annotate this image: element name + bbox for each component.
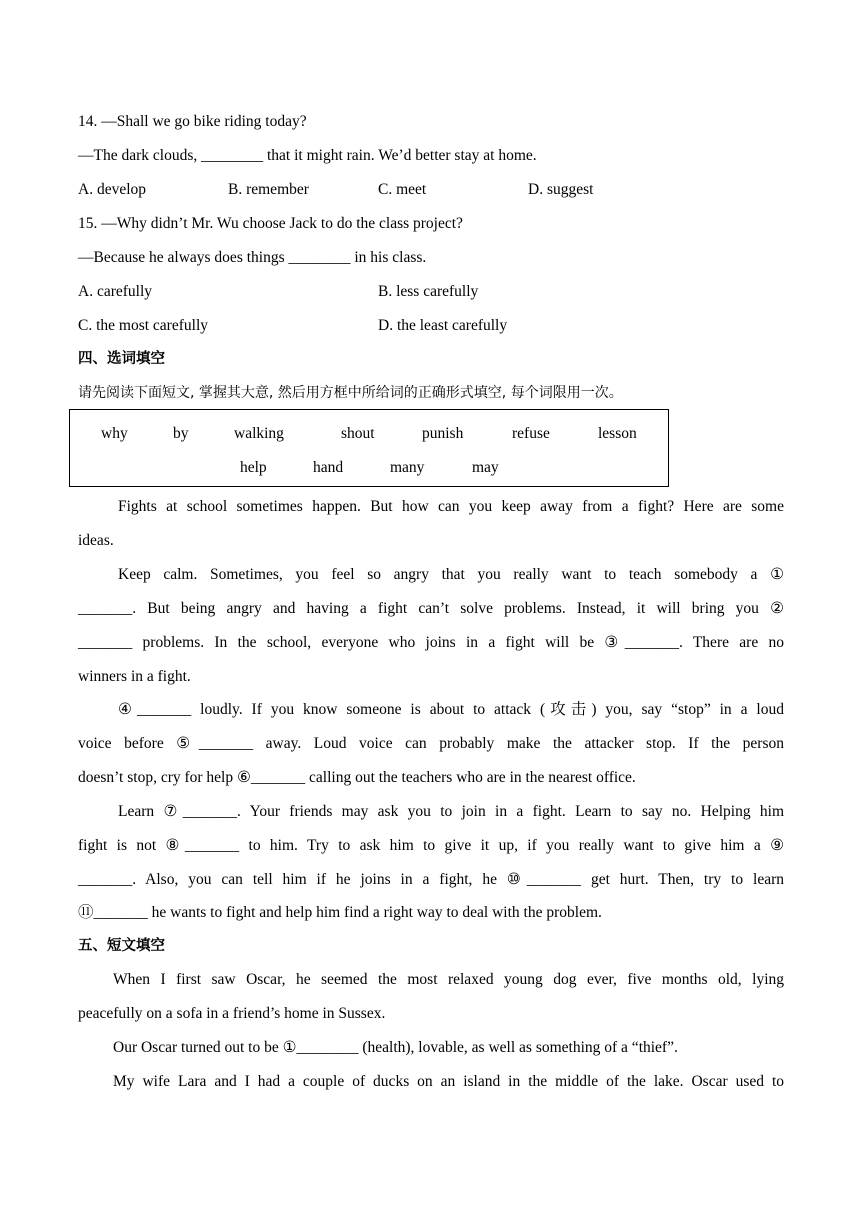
q15-stem: 15. —Why didn’t Mr. Wu choose Jack to do the class project?: [78, 215, 463, 232]
word-bank-item: shout: [341, 425, 375, 442]
word-bank-item: by: [173, 425, 189, 442]
passage-line: Learn ⑦_______. Your friends may ask you to join in a fight. Learn to say no. Helping him: [118, 803, 784, 820]
passage-line: fight is not ⑧_______ to him. Try to ask him to give it up, if you really want to give him a ⑨: [78, 837, 784, 854]
q14-option-b: B. remember: [228, 181, 309, 198]
word-bank-item: lesson: [598, 425, 637, 442]
word-bank-item: why: [101, 425, 128, 442]
word-bank-box: [69, 409, 669, 487]
word-bank-item: many: [390, 459, 425, 476]
q15-reply: —Because he always does things ________ in his class.: [78, 249, 427, 266]
passage-line: Our Oscar turned out to be ①________ (health), lovable, as well as something of a “thief”.: [113, 1039, 678, 1056]
passage-line: voice before ⑤_______ away. Loud voice can probably make the attacker stop. If the person: [78, 735, 784, 752]
passage-line: ④_______ loudly. If you know someone is about to attack (攻击) you, say “stop” in a loud: [118, 701, 784, 718]
passage-line: doesn’t stop, cry for help ⑥_______ calling out the teachers who are in the nearest office.: [78, 769, 636, 786]
q14-stem: 14. —Shall we go bike riding today?: [78, 113, 307, 130]
passage-line: ideas.: [78, 532, 114, 549]
word-bank-item: punish: [422, 425, 464, 442]
section4-title: 四、选词填空: [78, 351, 165, 367]
q14-option-a: A. develop: [78, 181, 147, 198]
passage-line: _______. Also, you can tell him if he joins in a fight, he ⑩_______ get hurt. Then, try to learn: [78, 871, 784, 888]
passage-line: My wife Lara and I had a couple of ducks on an island in the middle of the lake. Oscar used to: [113, 1073, 784, 1090]
word-bank-item: help: [240, 459, 267, 476]
q15-option-d: D. the least carefully: [378, 317, 508, 334]
word-bank-item: walking: [234, 425, 284, 442]
passage-line: winners in a fight.: [78, 668, 191, 685]
section4-instruction: 请先阅读下面短文, 掌握其大意, 然后用方框中所给词的正确形式填空, 每个词限用一次。: [78, 385, 623, 401]
word-bank-item: refuse: [512, 425, 550, 442]
passage-line: peacefully on a sofa in a friend’s home in Sussex.: [78, 1005, 386, 1022]
section5-title: 五、短文填空: [78, 938, 165, 954]
passage-line: ⑪_______ he wants to fight and help him find a right way to deal with the problem.: [78, 904, 602, 921]
passage-line: Fights at school sometimes happen. But how can you keep away from a fight? Here are some: [118, 498, 784, 515]
passage-line: _______ problems. In the school, everyone who joins in a fight will be ③_______. There are no: [78, 634, 784, 651]
q15-option-c: C. the most carefully: [78, 317, 208, 334]
passage-line: When I first saw Oscar, he seemed the most relaxed young dog ever, five months old, lying: [113, 971, 784, 988]
word-bank-item: hand: [313, 459, 344, 476]
word-bank-item: may: [472, 459, 499, 476]
q14-option-c: C. meet: [378, 181, 427, 198]
passage-line: Keep calm. Sometimes, you feel so angry that you really want to teach somebody a ①: [118, 566, 784, 583]
q14-option-d: D. suggest: [528, 181, 594, 198]
q15-option-a: A. carefully: [78, 283, 153, 300]
passage-line: _______. But being angry and having a fight can’t solve problems. Instead, it will bring you ②: [78, 600, 784, 617]
q15-option-b: B. less carefully: [378, 283, 479, 300]
q14-reply: —The dark clouds, ________ that it might rain. We’d better stay at home.: [78, 147, 537, 164]
